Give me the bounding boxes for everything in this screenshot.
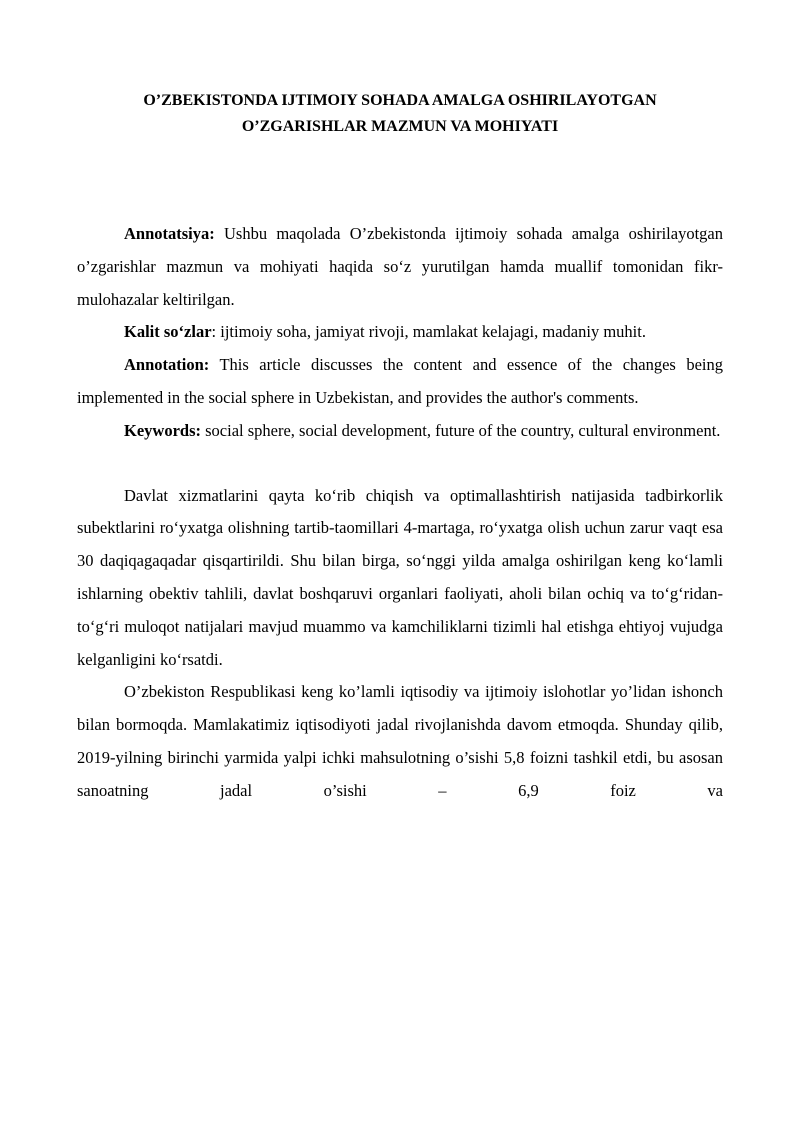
title-line-1: O’ZBEKISTONDA IJTIMOIY SOHADA AMALGA OSHIRILAYOTGAN <box>143 92 657 109</box>
annotation-label: Annotation: <box>124 355 210 375</box>
body-paragraph-2: O’zbekiston Respublikasi keng ko’lamli iqtisodiy va ijtimoiy islohotlar yo’lidan ishonch bilan bormoqda. Mamlakatimiz iqtisodiyoti jadal rivojlanishda davom etmoqda. Shunday qilib, 2019-yilning birinchi yarmida yalpi ichki mahsulotning o’sishi 5,8 foizni tashkil etdi, bu asosan sanoatning jadal o’sishi – 6,9 foiz va <box>77 682 723 800</box>
document-page <box>77 88 723 808</box>
annotation-paragraph <box>77 349 723 415</box>
document-title <box>77 88 723 140</box>
annotation-text: This article discusses the content and essence of the changes being implemented in the social sphere in Uzbekistan, and provides the author's comments. <box>77 355 723 407</box>
body-section <box>77 480 723 808</box>
keywords-paragraph <box>77 415 723 448</box>
annotatsiya-paragraph <box>77 218 723 316</box>
keywords-label: Keywords: <box>124 420 201 440</box>
kalit-sozlar-text: : ijtimoiy soha, jamiyat rivoji, mamlakat kelajagi, madaniy muhit. <box>211 322 646 342</box>
kalit-sozlar-paragraph <box>77 316 723 349</box>
title-line-2: O’ZGARISHLAR MAZMUN VA MOHIYATI <box>241 118 559 135</box>
body-paragraph-1: Davlat xizmatlarini qayta ko‘rib chiqish va optimallashtirish natijasida tadbirkorlik subektlarini ro‘yxatga olishning tartib-taomillari 4-martaga, ro‘yxatga olish uchun zarur vaqt esa 30 daqiqagaqadar qisqartirildi. Shu bilan birga, so‘nggi yilda amalga oshirilgan keng ko‘lamli ishlarning obektiv tahlili, davlat boshqaruvi organlari faoliyati, aholi bilan ochiq va to‘g‘ridan-to‘g‘ri muloqot natijalari mavjud muammo va kamchiliklarni tizimli hal etishga ehtiyoj vujudga kelganligini ko‘rsatdi. <box>77 485 723 669</box>
keywords-text: social sphere, social development, future of the country, cultural environment. <box>201 420 721 440</box>
annotatsiya-text: Ushbu maqolada O’zbekistonda ijtimoiy sohada amalga oshirilayotgan o’zgarishlar mazmun va mohiyati haqida so‘z yurutilgan hamda muallif tomonidan fikr-mulohazalar keltirilgan. <box>77 224 723 309</box>
annotatsiya-label: Annotatsiya: <box>124 224 215 243</box>
kalit-sozlar-label: Kalit so‘zlar <box>124 322 212 342</box>
abstract-section <box>77 218 723 448</box>
